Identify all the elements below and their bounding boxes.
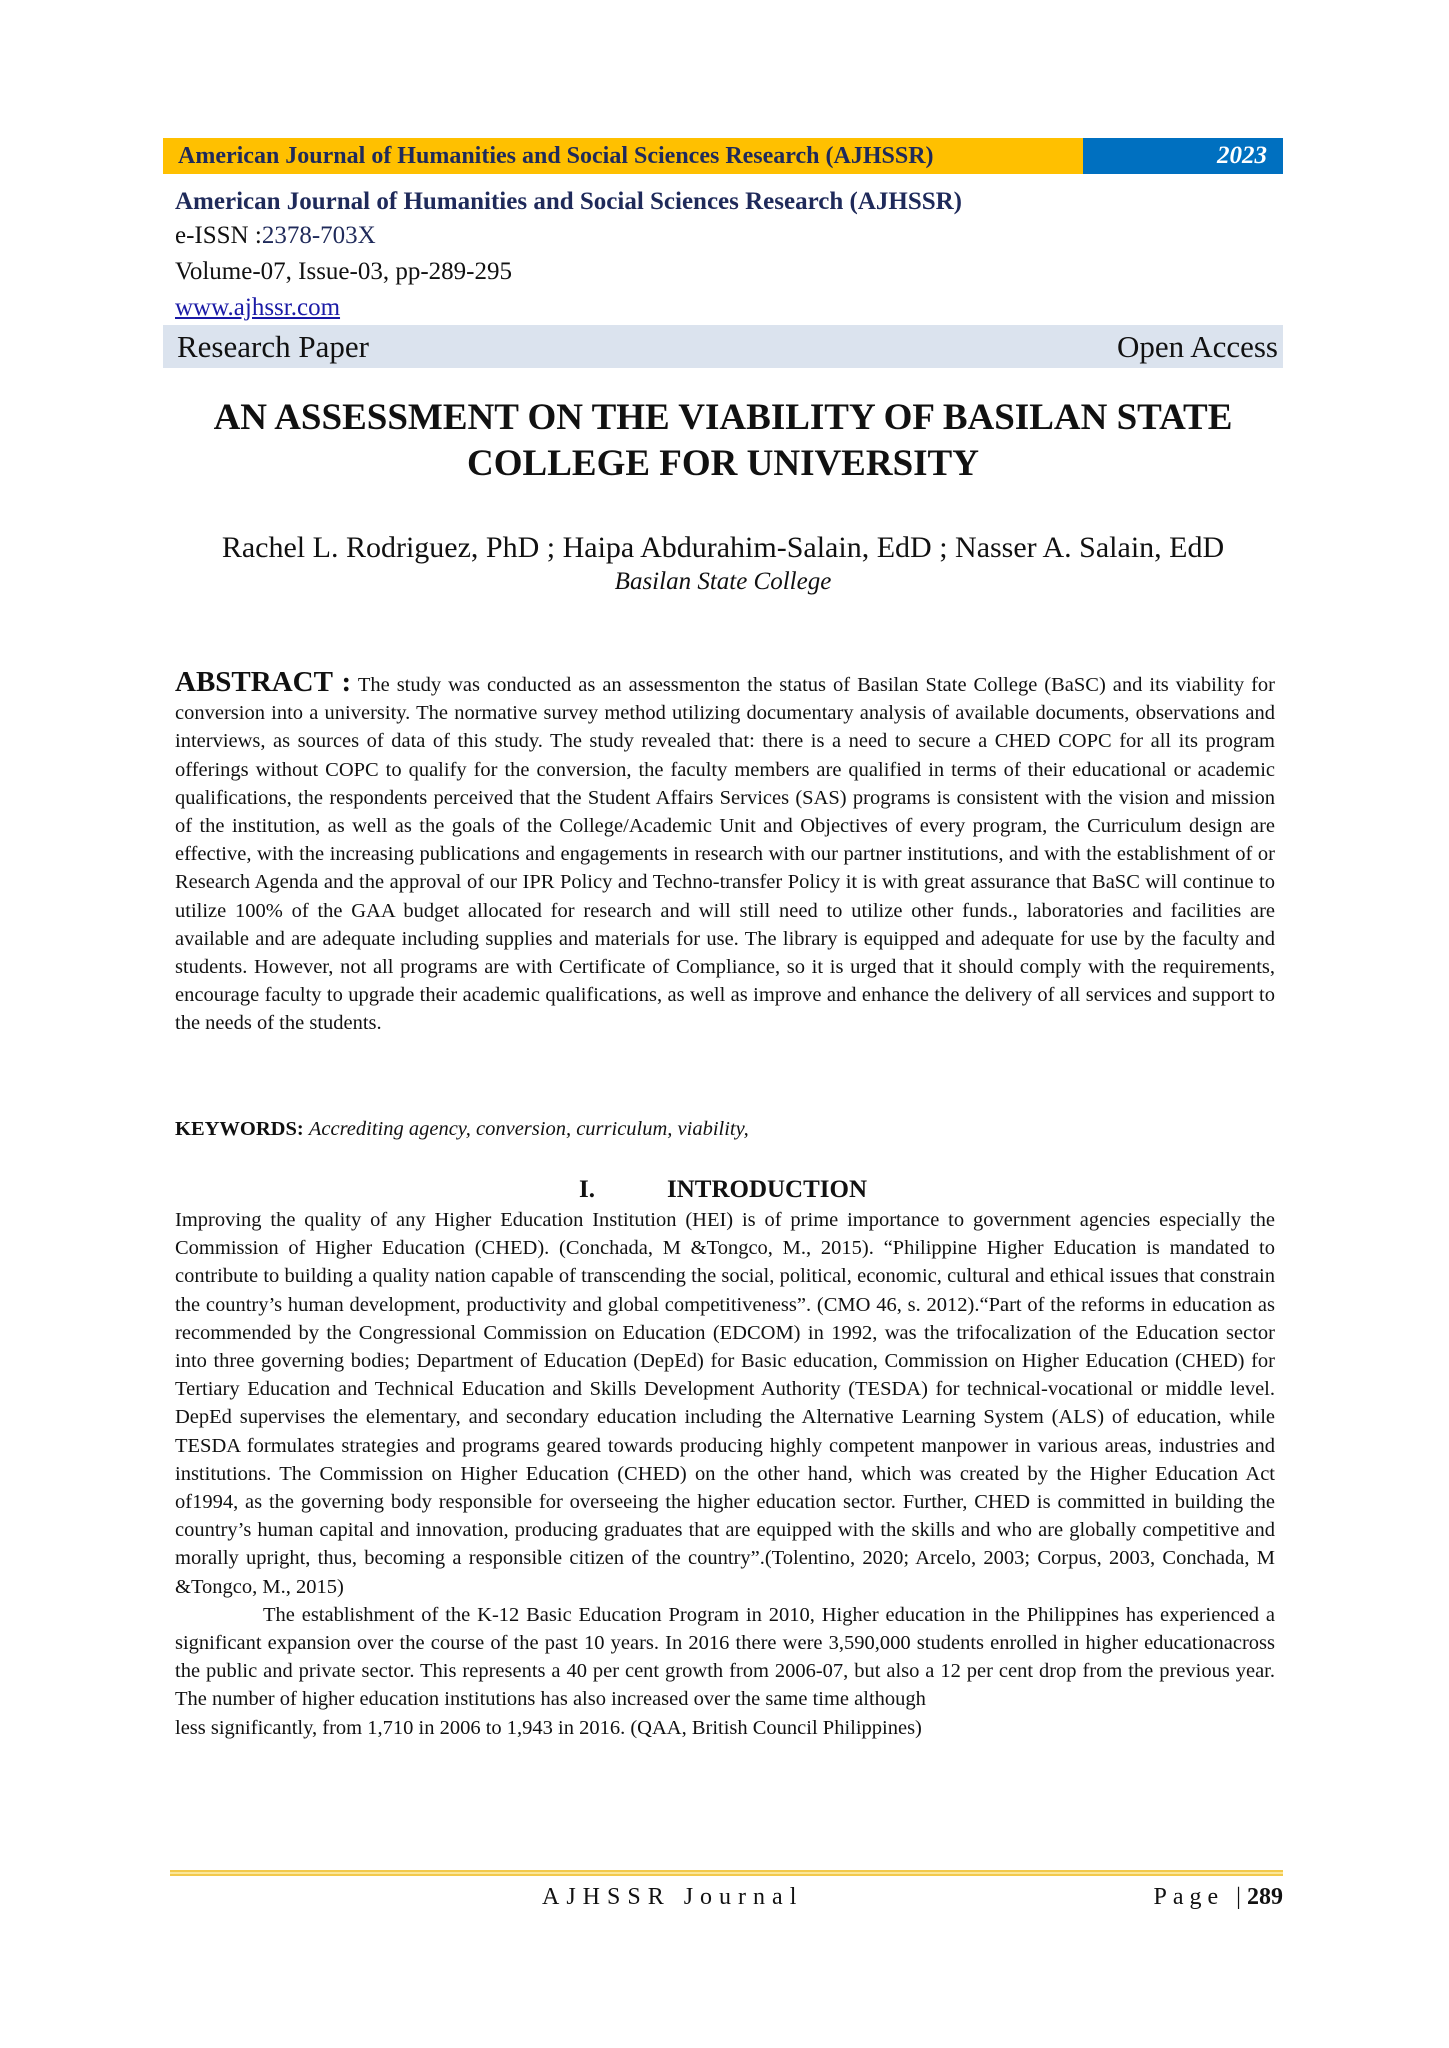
affiliation: Basilan State College bbox=[614, 568, 832, 595]
abstract-label: ABSTRACT : bbox=[175, 666, 352, 698]
footer-page bbox=[1154, 1884, 1283, 1911]
section-heading-introduction bbox=[163, 1176, 1283, 1204]
article-type: Research Paper bbox=[177, 328, 369, 364]
journal-info bbox=[175, 186, 1275, 326]
page-label: Page | bbox=[1153, 1884, 1247, 1910]
journal-website-link[interactable]: www.ajhssr.com bbox=[175, 294, 341, 321]
issn-label: e-ISSN : bbox=[175, 222, 262, 249]
paper-title-line-1: AN ASSESSMENT ON THE VIABILITY OF BASILAN STATE bbox=[213, 397, 1233, 438]
page-number: 289 bbox=[1247, 1884, 1283, 1910]
running-header-journal-title: American Journal of Humanities and Social Sciences Research (AJHSSR) bbox=[163, 138, 1083, 174]
running-header-year: 2023 bbox=[1083, 138, 1283, 174]
intro-paragraph-3: less significantly, from 1,710 in 2006 to 1,943 in 2016. (QAA, British Council Philippines) bbox=[175, 1716, 922, 1739]
running-header bbox=[163, 138, 1283, 174]
authors: Rachel L. Rodriguez, PhD ; Haipa Abdurahim-Salain, EdD ; Nasser A. Salain, EdD bbox=[221, 531, 1225, 564]
volume-issue-pages: Volume-07, Issue-03, pp-289-295 bbox=[175, 258, 512, 285]
section-number: I. bbox=[578, 1176, 595, 1203]
footer-journal: AJHSSR Journal bbox=[542, 1884, 804, 1910]
article-type-bar bbox=[163, 325, 1283, 368]
keywords bbox=[175, 1118, 1275, 1141]
abstract bbox=[175, 668, 1275, 1038]
access-type: Open Access bbox=[1117, 328, 1278, 364]
footer-divider bbox=[170, 1870, 1283, 1876]
paper-title bbox=[163, 395, 1283, 487]
keywords-label: KEYWORDS: bbox=[175, 1118, 304, 1140]
introduction-body bbox=[175, 1206, 1275, 1742]
section-title: INTRODUCTION bbox=[666, 1176, 868, 1203]
intro-paragraph-1: Improving the quality of any Higher Education Institution (HEI) is of prime importance to government agencies especially the Commission of Higher Education (CHED). (Conchada, M &Tongco, M., 2015). “Philippine Higher Education is mandated to contribute to building a quality nation capable of transcending the social, political, economic, cultural and ethical issues that constrain the country’s human development, productivity and global competitiveness”. (CMO 46, s. 2012).“Part of the reforms in education as recommended by the Congressional Commission on Education (EDCOM) in 1992, was the trifocalization of the Education sector into three governing bodies; Department of Education (DepEd) for Basic education, Commission on Higher Education (CHED) for Tertiary Education and Technical Education and Skills Development Authority (TESDA) for technical-vocational or middle level. DepEd supervises the elementary, and secondary education including the Alternative Learning System (ALS) of education, while TESDA formulates strategies and programs geared towards producing highly competent manpower in various areas, industries and institutions. The Commission on Higher Education (CHED) on the other hand, which was created by the Higher Education Act of1994, as the governing body responsible for overseeing the higher education sector. Further, CHED is committed in building the country’s human capital and innovation, producing graduates that are equipped with the skills and who are globally competitive and morally upright, thus, becoming a responsible citizen of the country”.(Tolentino, 2020; Arcelo, 2003; Corpus, 2003, Conchada, M &Tongco, M., 2015) bbox=[175, 1209, 1275, 1598]
issn-number: 2378-703X bbox=[261, 222, 376, 249]
paper-title-line-2: COLLEGE FOR UNIVERSITY bbox=[467, 443, 979, 484]
journal-name: American Journal of Humanities and Social Sciences Research (AJHSSR) bbox=[175, 188, 963, 215]
keywords-values: Accrediting agency, conversion, curriculum, viability, bbox=[308, 1118, 749, 1140]
issn-line bbox=[175, 218, 1275, 254]
page-footer bbox=[170, 1884, 1283, 1914]
abstract-text: The study was conducted as an assessmenton the status of Basilan State College (BaSC) and its viability for conversion into a university. The normative survey method utilizing documentary analysis of available documents, observations and interviews, as sources of data of this study. The study revealed that: there is a need to secure a CHED COPC for all its program offerings without COPC to qualify for the conversion, the faculty members are qualified in terms of their educational or academic qualifications, the respondents perceived that the Student Affairs Services (SAS) programs is consistent with the vision and mission of the institution, as well as the goals of the College/Academic Unit and Objectives of every program, the Curriculum design are effective, with the increasing publications and engagements in research with our partner institutions, and with the establishment of or Research Agenda and the approval of our IPR Policy and Techno-transfer Policy it is with great assurance that BaSC will continue to utilize 100% of the GAA budget allocated for research and will still need to utilize other funds., laboratories and facilities are available and are adequate including supplies and materials for use. The library is equipped and adequate for use by the faculty and students. However, not all programs are with Certificate of Compliance, so it is urged that it should comply with the requirements, encourage faculty to upgrade their academic qualifications, as well as improve and enhance the delivery of all services and support to the needs of the students. bbox=[175, 674, 1275, 1035]
intro-paragraph-2: The establishment of the K-12 Basic Education Program in 2010, Higher education in the Philippines has experienced a significant expansion over the course of the past 10 years. In 2016 there were 3,590,000 students enrolled in higher educationacross the public and private sector. This represents a 40 per cent growth from 2006-07, but also a 12 per cent drop from the previous year. The number of higher education institutions has also increased over the same time although bbox=[175, 1603, 1275, 1711]
